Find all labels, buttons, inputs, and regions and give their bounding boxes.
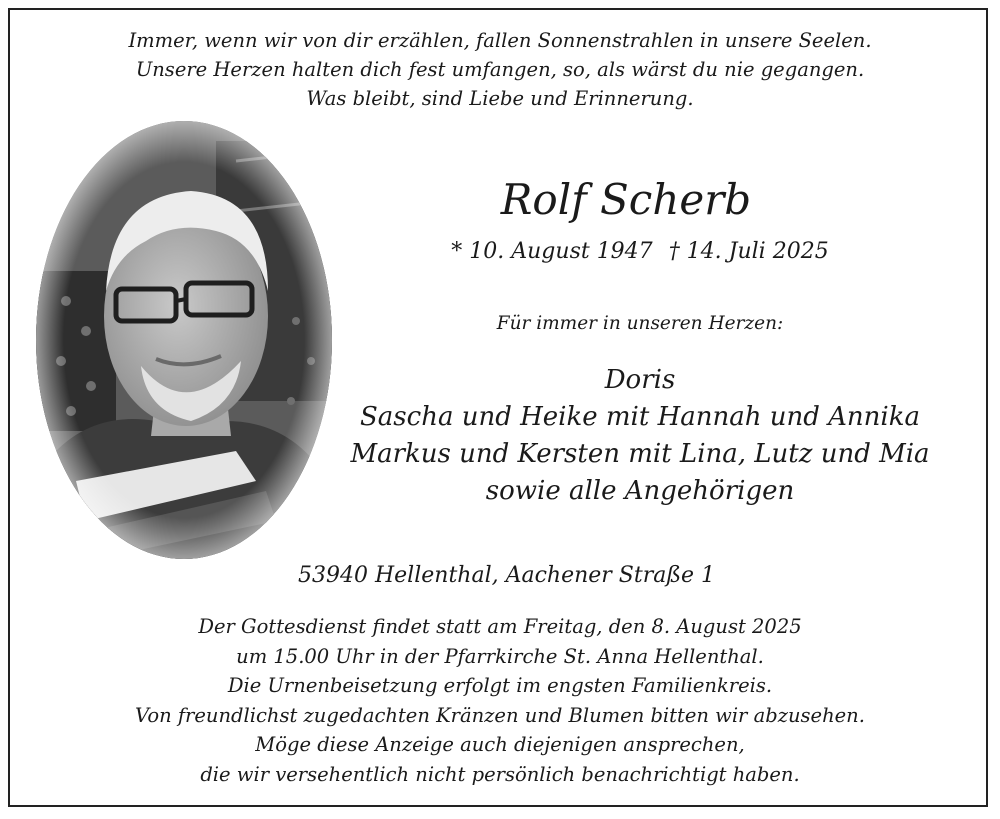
mourners-intro: Für immer in unseren Herzen: xyxy=(496,313,784,334)
mourner-line: Doris xyxy=(604,365,676,395)
portrait-photo xyxy=(36,121,332,559)
mourner-line: sowie alle Angehörigen xyxy=(485,476,795,506)
service-information xyxy=(0,612,1000,789)
portrait-image xyxy=(36,121,332,559)
motto-line: Unsere Herzen halten dich fest umfangen, so, als wärst du nie gegangen. xyxy=(135,58,865,81)
birth-date: * 10. August 1947 xyxy=(451,239,653,264)
service-line: Der Gottesdienst findet statt am Freitag, den 8. August 2025 xyxy=(198,615,802,638)
motto-verse xyxy=(0,26,1000,113)
service-line: Die Urnenbeisetzung erfolgt im engsten Familienkreis. xyxy=(227,674,773,697)
death-date: † 14. Juli 2025 xyxy=(668,239,829,264)
service-line: Möge diese Anzeige auch diejenigen ansprechen, xyxy=(255,733,745,756)
service-line: Von freundlichst zugedachten Kränzen und Blumen bitten wir abzusehen. xyxy=(135,703,865,727)
mourner-line: Sascha und Heike mit Hannah und Annika xyxy=(359,402,920,432)
motto-line: Was bleibt, sind Liebe und Erinnerung. xyxy=(306,87,694,110)
service-line: die wir versehentlich nicht persönlich benachrichtigt haben. xyxy=(200,762,800,786)
deceased-name: Rolf Scherb xyxy=(500,175,752,224)
motto-line: Immer, wenn wir von dir erzählen, fallen Sonnenstrahlen in unsere Seelen. xyxy=(128,29,872,52)
life-dates xyxy=(420,237,860,267)
mourner-line: Markus und Kersten mit Lina, Lutz und Mia xyxy=(350,439,930,469)
family-address: 53940 Hellenthal, Aachener Straße 1 xyxy=(298,563,716,588)
mourners-list xyxy=(300,362,980,510)
service-line: um 15.00 Uhr in der Pfarrkirche St. Anna Hellenthal. xyxy=(236,644,764,668)
